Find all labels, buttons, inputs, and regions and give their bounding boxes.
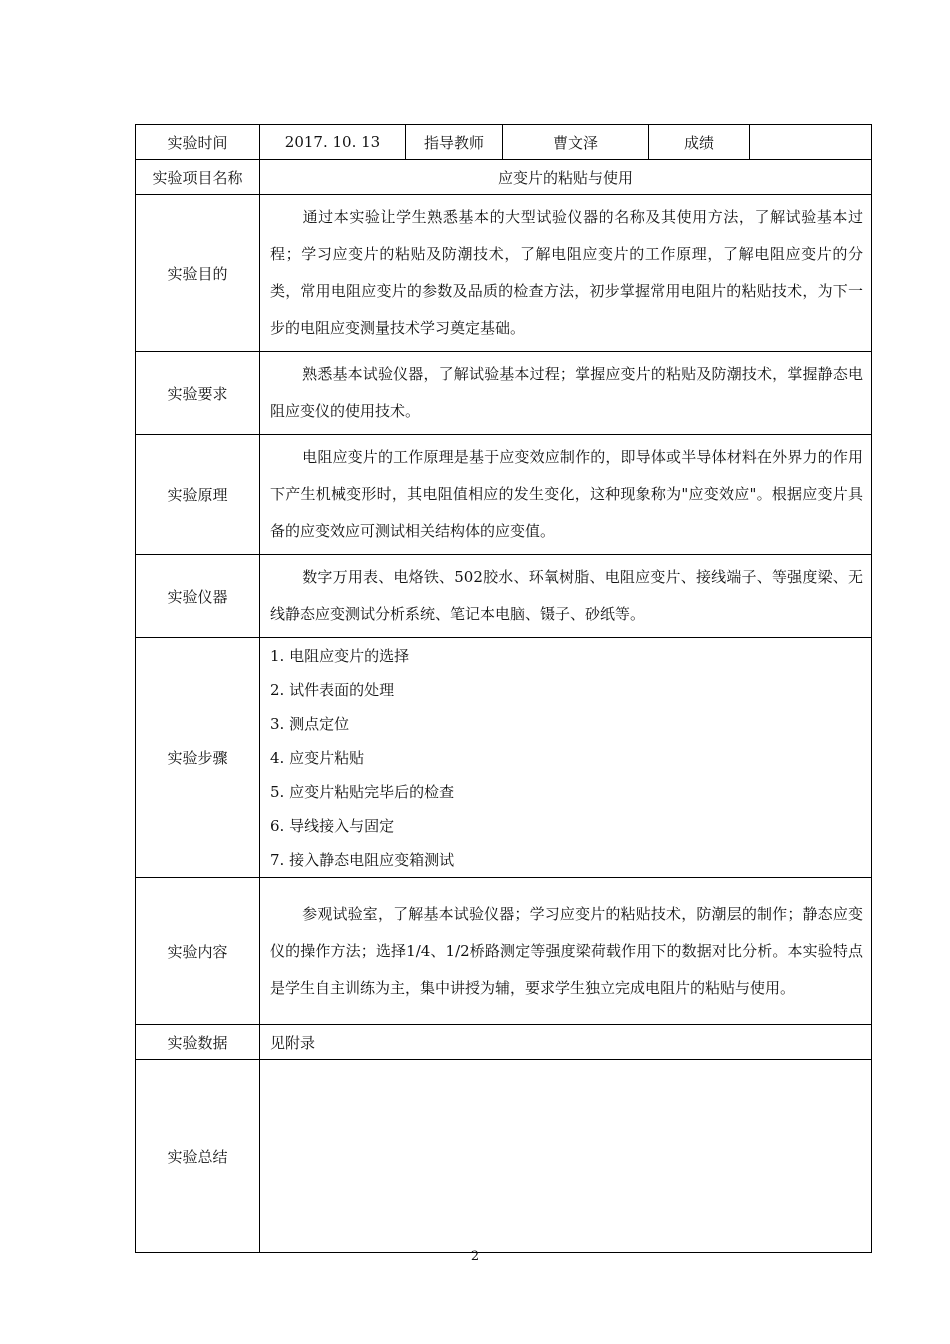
summary-label: 实验总结	[136, 1060, 260, 1253]
steps-list	[260, 638, 872, 878]
data-label: 实验数据	[136, 1025, 260, 1060]
instruments-row	[136, 555, 872, 638]
header-row	[136, 125, 872, 160]
step-item: 4. 应变片粘贴	[270, 748, 365, 767]
requirements-label: 实验要求	[136, 352, 260, 435]
step-item: 5. 应变片粘贴完毕后的检查	[270, 782, 455, 801]
step-item: 3. 测点定位	[270, 714, 350, 733]
principle-row	[136, 435, 872, 555]
content-row	[136, 878, 872, 1025]
purpose-label: 实验目的	[136, 195, 260, 352]
steps-label: 实验步骤	[136, 638, 260, 878]
content-text-cell	[260, 878, 872, 1025]
score-value	[750, 125, 872, 160]
requirements-row	[136, 352, 872, 435]
teacher-value: 曹文泽	[503, 125, 649, 160]
step-item: 2. 试件表面的处理	[270, 680, 395, 699]
principle-text: 电阻应变片的工作原理是基于应变效应制作的，即导体或半导体材料在外界力的作用下产生机械变形时，其电阻值相应的发生变化，这种现象称为"应变效应"。根据应变片具备的应变效应可测试相关结构体的应变值。	[270, 448, 863, 540]
time-value: 2017. 10. 13	[260, 125, 406, 160]
principle-text-cell	[260, 435, 872, 555]
page-number: 2	[470, 1249, 480, 1264]
purpose-row	[136, 195, 872, 352]
instruments-text-cell	[260, 555, 872, 638]
step-item: 7. 接入静态电阻应变箱测试	[270, 850, 455, 869]
requirements-text-cell	[260, 352, 872, 435]
summary-row	[136, 1060, 872, 1253]
instruments-label: 实验仪器	[136, 555, 260, 638]
content-text: 参观试验室，了解基本试验仪器；学习应变片的粘贴技术，防潮层的制作；静态应变仪的操作方法；选择1/4、1/2桥路测定等强度梁荷载作用下的数据对比分析。本实验特点是学生自主训练为主，集中讲授为辅，要求学生独立完成电阻片的粘贴与使用。	[270, 904, 863, 997]
summary-text	[260, 1060, 872, 1253]
content-label: 实验内容	[136, 878, 260, 1025]
requirements-text: 熟悉基本试验仪器，了解试验基本过程；掌握应变片的粘贴及防潮技术，掌握静态电阻应变仪的使用技术。	[270, 365, 863, 420]
step-item: 1. 电阻应变片的选择	[270, 646, 410, 665]
data-text: 见附录	[260, 1025, 872, 1060]
step-item: 6. 导线接入与固定	[270, 816, 395, 835]
project-row	[136, 160, 872, 195]
data-row	[136, 1025, 872, 1060]
project-value: 应变片的粘贴与使用	[260, 160, 872, 195]
instruments-text: 数字万用表、电烙铁、502胶水、环氧树脂、电阻应变片、接线端子、等强度梁、无线静态应变测试分析系统、笔记本电脑、镊子、砂纸等。	[270, 568, 863, 623]
project-label: 实验项目名称	[136, 160, 260, 195]
principle-label: 实验原理	[136, 435, 260, 555]
teacher-label: 指导教师	[406, 125, 503, 160]
time-label: 实验时间	[136, 125, 260, 160]
purpose-text-cell	[260, 195, 872, 352]
experiment-report-table	[135, 124, 872, 1253]
steps-row	[136, 638, 872, 878]
purpose-text: 通过本实验让学生熟悉基本的大型试验仪器的名称及其使用方法，了解试验基本过程；学习应变片的粘贴及防潮技术，了解电阻应变片的工作原理，了解电阻应变片的分类，常用电阻应变片的参数及品质的检查方法，初步掌握常用电阻片的粘贴技术，为下一步的电阻应变测量技术学习奠定基础。	[270, 208, 863, 337]
score-label: 成绩	[649, 125, 750, 160]
